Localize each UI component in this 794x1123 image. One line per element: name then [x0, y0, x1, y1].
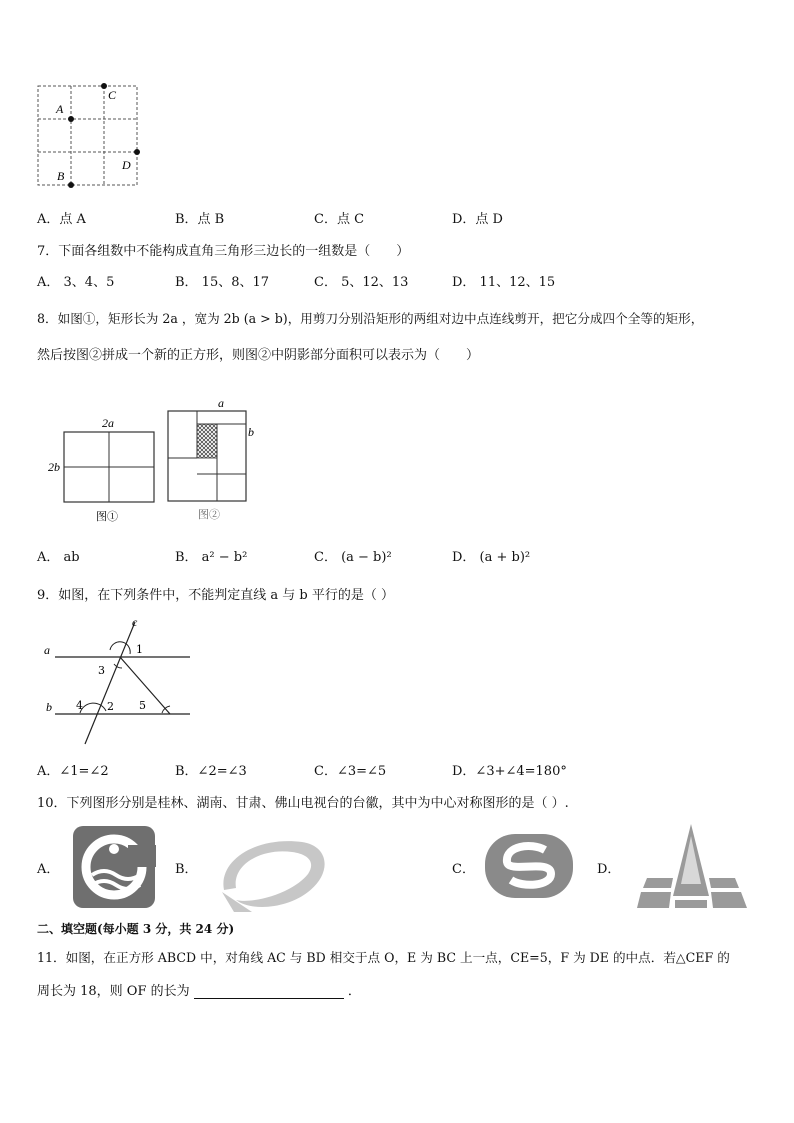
q7-option-c[interactable]: C． 5、12、13: [314, 275, 409, 290]
q7-option-d[interactable]: D． 11、12、15: [452, 275, 556, 290]
fig2-right-label: b: [248, 425, 254, 439]
fig1-left-label: 2b: [48, 460, 60, 474]
q10-option-d[interactable]: D．: [597, 862, 621, 877]
q9-text: 9．如图，在下列条件中，不能判定直线 a 与 b 平行的是（ ）: [37, 588, 395, 603]
gansu-tv-logo: [483, 830, 575, 902]
fig1-top-label: 2a: [102, 416, 114, 430]
rectangle-figure-1: [46, 412, 161, 527]
point-a: [68, 116, 74, 122]
angle-4-label: 4: [76, 699, 83, 712]
q10-option-a[interactable]: A．: [37, 862, 60, 877]
section-2-heading: 二、填空题(每小题 3 分，共 24 分): [37, 922, 235, 936]
q9-option-b[interactable]: B．∠2=∠3: [175, 764, 247, 779]
fig2-caption: 图②: [198, 508, 220, 521]
q11-text-line2: [37, 980, 361, 999]
answer-blank[interactable]: [194, 984, 344, 999]
q7-text: 7．下面各组数中不能构成直角三角形三边长的一组数是（ ）: [37, 244, 410, 259]
q8-option-d[interactable]: D． (a + b)²: [452, 550, 531, 565]
label-b: B: [57, 169, 65, 183]
angle-3-label: 3: [98, 664, 105, 677]
q6-option-d[interactable]: D．点 D: [452, 212, 503, 227]
line-b-label: b: [46, 700, 52, 714]
q8-option-a[interactable]: A． ab: [37, 550, 80, 565]
foshan-tv-logo: [635, 822, 750, 912]
q9-option-d[interactable]: D．∠3+∠4=180°: [452, 764, 567, 779]
parallel-lines-figure: [40, 612, 200, 752]
q10-option-c[interactable]: C．: [452, 862, 475, 877]
point-b: [68, 182, 74, 188]
angle-1-label: 1: [136, 643, 143, 656]
hunan-tv-logo: [212, 830, 332, 912]
q9-option-c[interactable]: C．∠3=∠5: [314, 764, 387, 779]
label-a: A: [56, 102, 64, 116]
angle-2-label: 2: [107, 700, 114, 713]
q8-text-line1: 8．如图①，矩形长为 2a ，宽为 2b (a > b)，用剪刀分别沿矩形的两组对边中点连线剪开，把它分成四个全等的矩形，: [37, 311, 704, 326]
q8-option-c[interactable]: C． (a − b)²: [314, 550, 392, 565]
q7-option-a[interactable]: A． 3、4、5: [37, 275, 115, 290]
q6-option-c[interactable]: C．点 C: [314, 212, 365, 227]
q9-option-a[interactable]: A．∠1=∠2: [37, 764, 109, 779]
q6-option-b[interactable]: B．点 B: [175, 212, 225, 227]
line-c-label: c: [132, 615, 138, 629]
q10-text: 10．下列图形分别是桂林、湖南、甘肃、佛山电视台的台徽，其中为中心对称图形的是（ ）.: [37, 796, 569, 811]
q6-option-a[interactable]: A．点 A: [37, 212, 86, 227]
q8-text-line2: 然后按图②拼成一个新的正方形，则图②中阴影部分面积可以表示为（ ）: [37, 348, 480, 363]
q7-option-b[interactable]: B． 15、8、17: [175, 275, 270, 290]
point-c: [101, 83, 107, 89]
fig1-caption: 图①: [96, 510, 118, 523]
fig2-top-label: a: [218, 396, 224, 410]
square-figure-2: [160, 396, 260, 521]
grid-figure: [36, 82, 146, 192]
point-d: [134, 149, 140, 155]
q11-line2-text: 周长为 18，则 OF 的长为: [37, 984, 190, 999]
q8-option-b[interactable]: B． a² − b²: [175, 550, 248, 565]
q11-text-line1: 11．如图，在正方形 ABCD 中，对角线 AC 与 BD 相交于点 O，E 为 BC 上一点，CE=5，F 为 DE 的中点．若△CEF 的: [37, 950, 730, 965]
q10-option-b[interactable]: B．: [175, 862, 198, 877]
line-a-label: a: [44, 643, 50, 657]
label-c: C: [108, 88, 117, 102]
q11-line2-end: ．: [347, 984, 361, 999]
angle-5-label: 5: [139, 699, 146, 712]
guilin-tv-logo: [72, 825, 156, 909]
label-d: D: [122, 158, 131, 172]
